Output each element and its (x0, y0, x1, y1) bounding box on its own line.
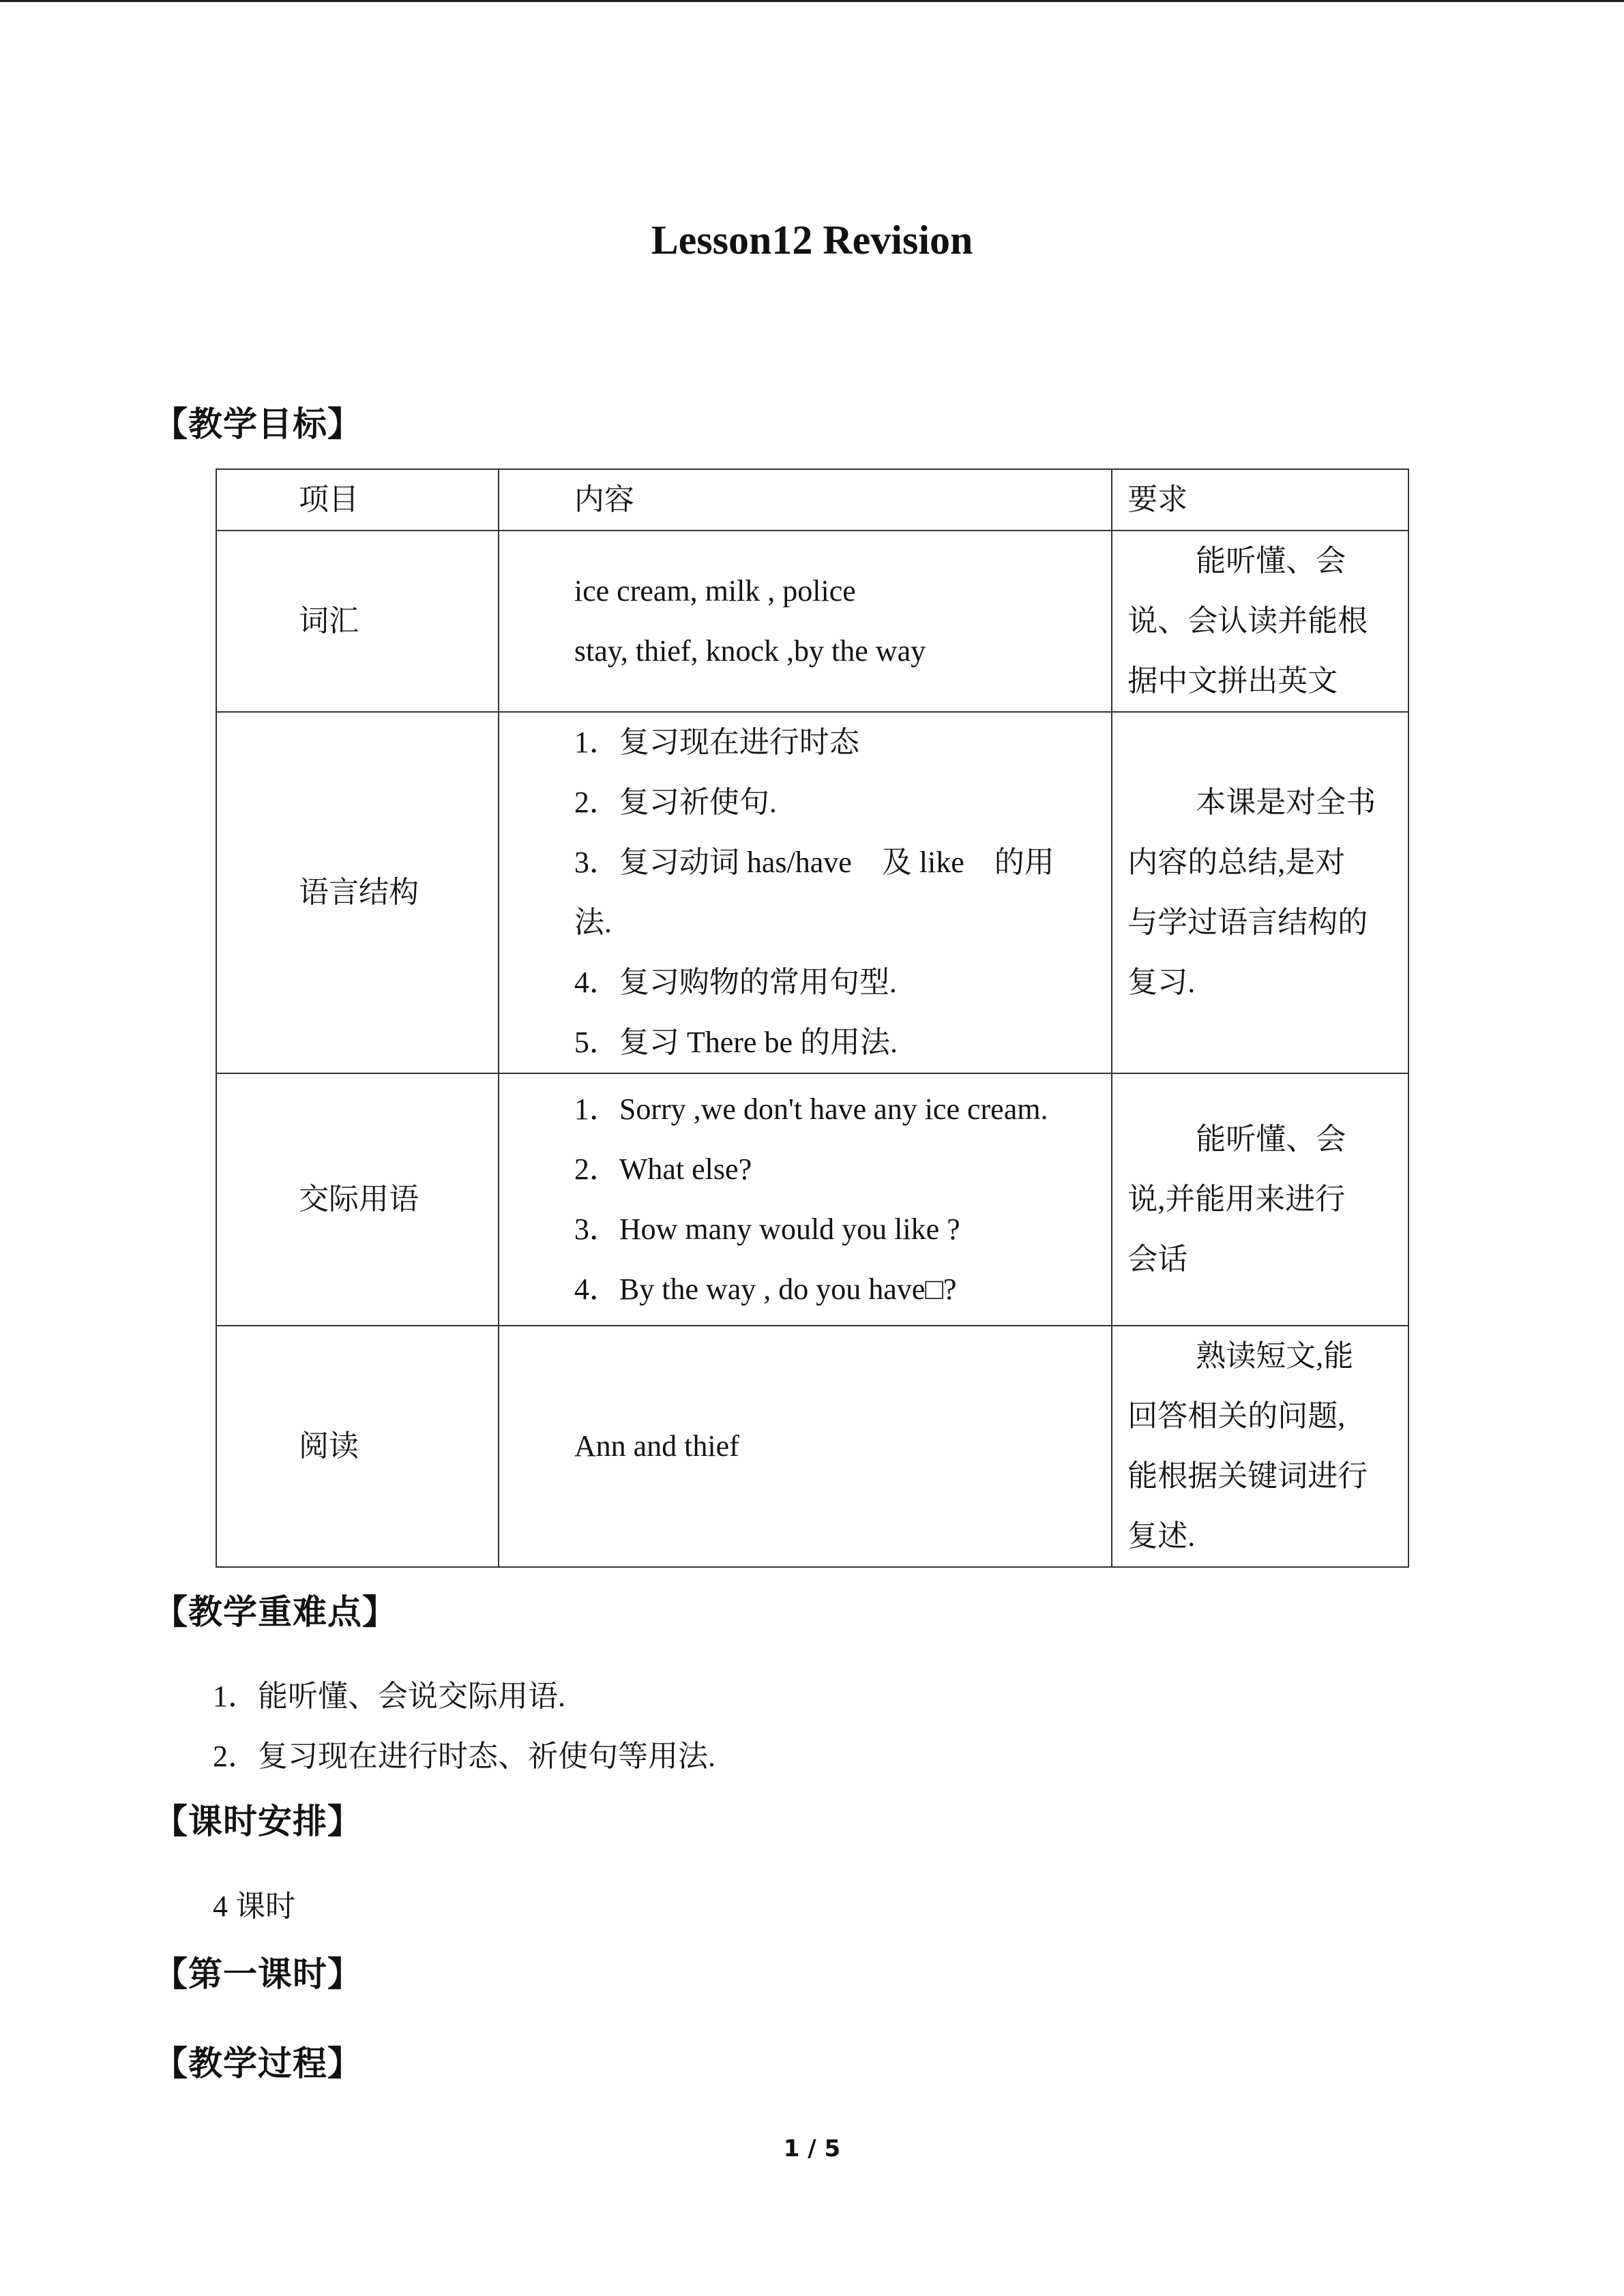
header-requirement-label: 要求 (1127, 483, 1188, 516)
page-top-border (0, 0, 1624, 2)
requirement-line: 熟读短文,能 (1196, 1339, 1354, 1373)
requirement-line: 与学过语言结构的 (1127, 906, 1368, 939)
content-line: 3．How many would you like ? (574, 1212, 960, 1246)
requirement-line: 内容的总结,是对 (1127, 846, 1346, 879)
row-requirement-cell (1112, 712, 1408, 1073)
content-line: 5．复习 There be 的用法. (574, 1026, 898, 1059)
row-requirement-cell (1112, 1073, 1408, 1326)
table-header-row (216, 469, 1408, 531)
section-heading-schedule: 【课时安排】 (153, 1802, 362, 1841)
content-line: 4．By the way , do you have□? (574, 1272, 957, 1306)
row-item-label: 阅读 (299, 1429, 359, 1463)
row-item-label: 语言结构 (299, 876, 419, 909)
header-item-label: 项目 (299, 483, 359, 516)
section-heading-objectives: 【教学目标】 (153, 404, 362, 444)
content-line: stay, thief, knock ,by the way (574, 634, 926, 668)
section-heading-key-points: 【教学重难点】 (153, 1592, 397, 1632)
requirement-line: 能听懂、会 (1196, 1122, 1346, 1156)
content-line: 法. (574, 906, 612, 939)
row-item-label: 词汇 (299, 604, 359, 638)
requirement-line: 复习. (1127, 966, 1196, 999)
requirement-line: 会话 (1127, 1242, 1188, 1276)
content-line: 2．复习祈使句. (574, 786, 777, 819)
requirement-line: 说、会认读并能根 (1127, 604, 1368, 638)
row-item-label: 交际用语 (299, 1182, 419, 1216)
list-item: 1．能听懂、会说交际用语. (213, 1680, 565, 1713)
table-row (216, 1073, 1408, 1326)
header-requirement (1112, 469, 1408, 531)
table-row (216, 531, 1408, 712)
requirement-line: 能根据关键词进行 (1127, 1459, 1368, 1493)
content-line: 1．Sorry ,we don't have any ice cream. (574, 1092, 1048, 1126)
row-item-cell (216, 1326, 499, 1567)
header-content (499, 469, 1112, 531)
requirement-line: 复述. (1127, 1519, 1196, 1553)
requirement-line: 据中文拼出英文 (1127, 664, 1338, 698)
objectives-table (216, 468, 1409, 1568)
content-line: Ann and thief (574, 1429, 739, 1463)
table-row (216, 1326, 1408, 1567)
row-content-cell (499, 531, 1112, 712)
content-line: 3．复习动词 has/have 及 like 的用 (574, 846, 1054, 879)
section-heading-process: 【教学过程】 (153, 2044, 362, 2083)
content-line: ice cream, milk , police (574, 574, 856, 608)
content-line: 1．复习现在进行时态 (574, 726, 859, 759)
requirement-line: 能听懂、会 (1196, 544, 1346, 578)
table-row (216, 712, 1408, 1073)
requirement-line: 说,并能用来进行 (1127, 1182, 1346, 1216)
row-requirement-cell (1112, 531, 1408, 712)
row-content-cell (499, 1326, 1112, 1567)
row-requirement-cell (1112, 1326, 1408, 1567)
section-heading-first-period: 【第一课时】 (153, 1954, 362, 1994)
page-indicator: 1 / 5 (783, 2135, 841, 2162)
row-item-cell (216, 531, 499, 712)
schedule-text: 4 课时 (213, 1890, 295, 1923)
row-item-cell (216, 712, 499, 1073)
row-item-cell (216, 1073, 499, 1326)
content-line: 4．复习购物的常用句型. (574, 966, 897, 999)
document-title: Lesson12 Revision (651, 218, 973, 263)
content-line: 2．What else? (574, 1152, 752, 1186)
header-content-label: 内容 (574, 483, 634, 516)
key-points-list (213, 1667, 715, 1787)
list-item: 2．复习现在进行时态、祈使句等用法. (213, 1740, 715, 1773)
header-item (216, 469, 499, 531)
requirement-line: 本课是对全书 (1196, 786, 1376, 819)
row-content-cell (499, 1073, 1112, 1326)
row-content-cell (499, 712, 1112, 1073)
requirement-line: 回答相关的问题, (1127, 1399, 1346, 1433)
